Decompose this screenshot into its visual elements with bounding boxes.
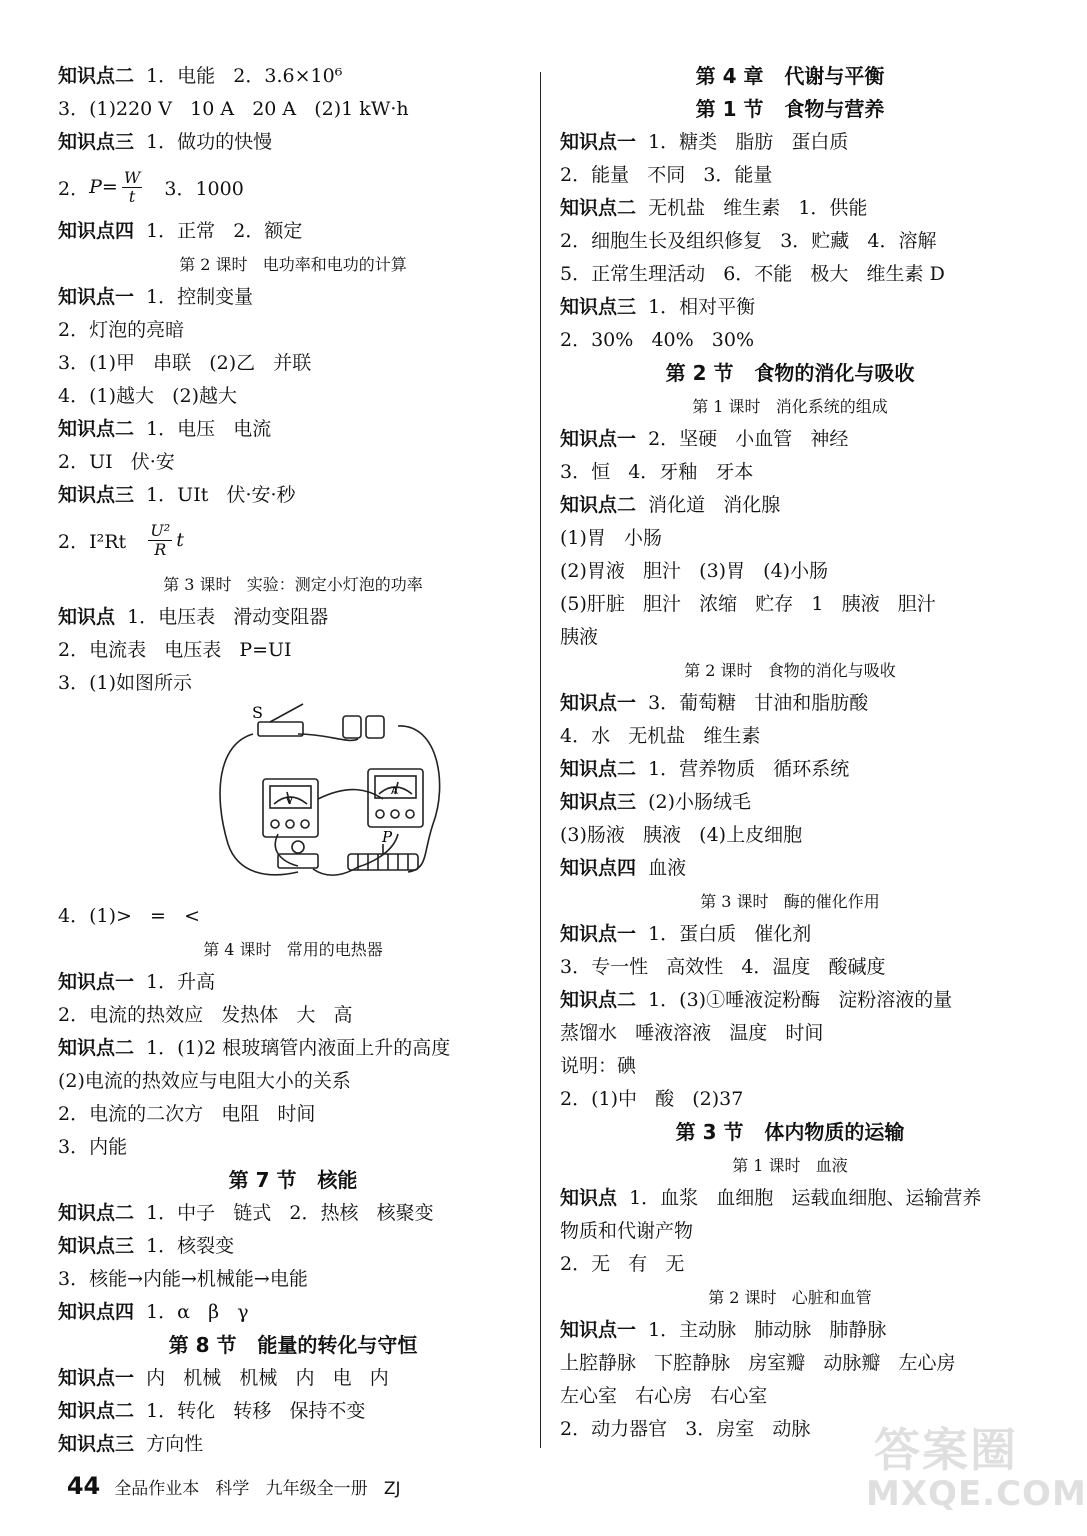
answer-line: 知识点一 2．坚硬 小血管 神经	[560, 428, 849, 450]
section-heading: 第 8 节 能量的转化与守恒	[168, 1333, 418, 1357]
answer-line: 知识点四 血液	[560, 857, 687, 879]
lesson-heading: 第 2 课时 食物的消化与吸收	[684, 661, 896, 680]
answer-line: 知识点一 内 机械 机械 内 电 内	[58, 1367, 389, 1389]
answer-line: 知识点二 1．电能 2．3.6×10⁶	[58, 65, 343, 87]
answer-line: 上腔静脉 下腔静脉 房室瓣 动脉瓣 左心房	[560, 1352, 956, 1374]
answer-line: 2．(1)中 酸 (2)37	[560, 1088, 744, 1110]
answer-line: 2．电流的热效应 发热体 大 高	[58, 1004, 353, 1026]
answer-line: (2)电流的热效应与电阻大小的关系	[58, 1070, 351, 1092]
section-heading: 第 2 节 食物的消化与吸收	[665, 361, 915, 385]
answer-line: 知识点三 1．做功的快慢	[58, 131, 273, 153]
lesson-heading: 第 1 课时 血液	[732, 1156, 848, 1175]
answer-line: 知识点三 方向性	[58, 1433, 204, 1455]
page-number: 44	[66, 1472, 101, 1500]
answer-line: 蒸馏水 唾液溶液 温度 时间	[560, 1022, 824, 1044]
answer-line: 3．(1)如图所示	[58, 672, 193, 694]
column-divider	[540, 72, 541, 1448]
answer-line: 知识点一 1．主动脉 肺动脉 肺静脉	[560, 1319, 887, 1341]
answer-line: 3．专一性 高效性 4．温度 酸碱度	[560, 956, 886, 978]
answer-line: 胰液	[560, 626, 599, 648]
answer-line: 3．核能→内能→机械能→电能	[58, 1268, 308, 1290]
watermark-logo	[860, 1412, 1087, 1522]
answer-line: 2．能量 不同 3．能量	[560, 164, 773, 186]
answer-line: 3．(1)甲 串联 (2)乙 并联	[58, 352, 312, 374]
answer-line: 知识点二 1．(1)2 根玻璃管内液面上升的高度	[58, 1037, 451, 1059]
answer-line: 知识点一 1．升高	[58, 971, 216, 993]
left-column	[58, 60, 528, 1461]
fraction-w-over-t: $\frac{W}{t}$	[123, 167, 141, 206]
answer-line: 物质和代谢产物	[560, 1220, 694, 1242]
answer-line: 2．电流的二次方 电阻 时间	[58, 1103, 316, 1125]
answer-line: 知识点三 1．核裂变	[58, 1235, 235, 1257]
answer-line: 知识点二 1．(3)①唾液淀粉酶 淀粉溶液的量	[560, 989, 953, 1011]
answer-line: 知识点一 1．控制变量	[58, 286, 254, 308]
section-heading: 第 1 节 食物与营养	[695, 97, 885, 121]
energy-formula-line: 2．I²Rt $\frac{\text{U²}}{R}$ t	[58, 520, 184, 559]
answer-line: 2．灯泡的亮暗	[58, 319, 185, 341]
answer-line: 3．恒 4．牙釉 牙本	[560, 461, 754, 483]
right-column	[560, 60, 1020, 1446]
answer-line: (1)胃 小肠	[560, 527, 663, 549]
answer-line: 知识点一 1．糖类 脂肪 蛋白质	[560, 131, 849, 153]
circuit-drawing	[208, 704, 448, 894]
section-heading: 第 7 节 核能	[228, 1168, 358, 1192]
answer-line: 2．UI 伏·安	[58, 451, 175, 473]
answer-line: 4．(1)> = <	[58, 905, 200, 927]
fraction-u2-over-r: $\frac{\text{U²}}{R}$	[150, 520, 171, 559]
answer-line: 知识点二 1．电压 电流	[58, 418, 272, 440]
answer-line: 知识点三 (2)小肠绒毛	[560, 791, 752, 813]
answer-line: 知识点三 1．UIt 伏·安·秒	[58, 484, 296, 506]
circuit-diagram	[58, 700, 528, 900]
section-heading: 第 3 节 体内物质的运输	[675, 1120, 905, 1144]
lesson-heading: 第 2 课时 心脏和血管	[708, 1288, 872, 1307]
power-formula-line: 2． P= $\frac{W}{t}$ 3．1000	[58, 167, 244, 206]
answer-line: 5．正常生理活动 6．不能 极大 维生素 D	[560, 263, 945, 285]
chapter-heading: 第 4 章 代谢与平衡	[695, 64, 885, 88]
lesson-heading: 第 1 课时 消化系统的组成	[692, 397, 888, 416]
answer-line: 知识点四 1．α β γ	[58, 1301, 249, 1323]
answer-line: 知识点四 1．正常 2．额定	[58, 220, 303, 242]
slider-label: P	[382, 828, 393, 846]
answer-line: 知识点 1．血浆 血细胞 运载血细胞、运输营养	[560, 1187, 982, 1209]
answer-line: 3．(1)220 V 10 A 20 A (2)1 kW·h	[58, 98, 409, 120]
answer-line: 知识点一 3．葡萄糖 甘油和脂肪酸	[560, 692, 869, 714]
answer-line: (3)肠液 胰液 (4)上皮细胞	[560, 824, 803, 846]
answer-line: 左心室 右心房 右心室	[560, 1385, 768, 1407]
answer-line: 2．30% 40% 30%	[560, 329, 755, 351]
answer-line: 2．细胞生长及组织修复 3．贮藏 4．溶解	[560, 230, 937, 252]
lesson-heading: 第 2 课时 电功率和电功的计算	[179, 255, 407, 274]
answer-line: 知识点 1．电压表 滑动变阻器	[58, 606, 329, 628]
watermark-url: MXQE.COM	[866, 1474, 1087, 1514]
answer-line: 3．内能	[58, 1136, 128, 1158]
lesson-heading: 第 3 课时 酶的催化作用	[700, 892, 880, 911]
answer-line: 4．(1)越大 (2)越大	[58, 385, 238, 407]
answer-line: 知识点二 1．转化 转移 保持不变	[58, 1400, 366, 1422]
answer-line: (5)肝脏 胆汁 浓缩 贮存 1 胰液 胆汁	[560, 593, 936, 615]
answer-line: 知识点三 1．相对平衡	[560, 296, 756, 318]
switch-label: S	[252, 703, 263, 722]
answer-line: 知识点一 1．蛋白质 催化剂	[560, 923, 812, 945]
voltmeter-label: V	[286, 796, 293, 807]
answer-line: 知识点二 1．中子 链式 2．热核 核聚变	[58, 1202, 434, 1224]
ammeter-label: A	[391, 786, 398, 797]
answer-line: 4．水 无机盐 维生素	[560, 725, 761, 747]
page-footer	[56, 1452, 401, 1500]
book-title: 全品作业本 科学 九年级全一册 ZJ	[114, 1479, 401, 1499]
answer-line: 2．无 有 无	[560, 1253, 685, 1275]
watermark-text: 答案圈	[874, 1423, 1018, 1477]
answer-line: (2)胃液 胆汁 (3)胃 (4)小肠	[560, 560, 829, 582]
answer-line: 2．电流表 电压表 P=UI	[58, 639, 292, 661]
answer-line: 2．动力器官 3．房室 动脉	[560, 1418, 811, 1440]
answer-line: 知识点二 消化道 消化腺	[560, 494, 781, 516]
answer-line: 说明：碘	[560, 1055, 637, 1077]
lesson-heading: 第 3 课时 实验：测定小灯泡的功率	[163, 575, 423, 594]
answer-line: 知识点二 1．营养物质 循环系统	[560, 758, 850, 780]
lesson-heading: 第 4 课时 常用的电热器	[203, 940, 383, 959]
answer-line: 知识点二 无机盐 维生素 1．供能	[560, 197, 868, 219]
